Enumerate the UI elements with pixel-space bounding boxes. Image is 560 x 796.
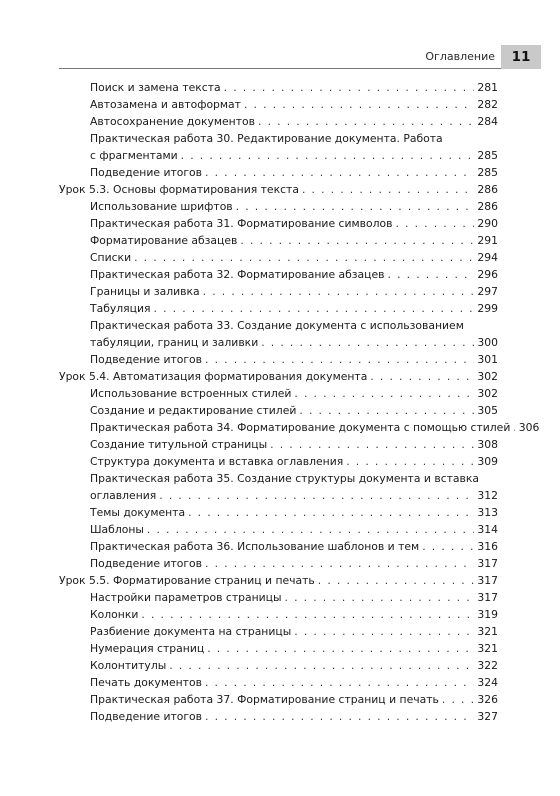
toc-entry-title: Практическая работа 31. Форматирование символов: [90, 217, 393, 230]
toc-entry-title: Подведение итогов: [90, 353, 203, 366]
toc-row: [90, 198, 498, 215]
toc-row: [90, 96, 498, 113]
toc-page-number: 285: [477, 149, 498, 162]
toc-page-number: 324: [477, 676, 498, 689]
toc-entry-title: Настройки параметров страницы: [90, 591, 282, 604]
toc-entry-title-line: Практическая работа 33. Создание документа с использованием: [90, 319, 464, 332]
dot-leader: [202, 674, 474, 691]
dot-leader: [202, 164, 474, 181]
toc-page-number: 321: [477, 642, 498, 655]
toc-row: [90, 283, 498, 300]
toc-entry-title: Автосохранение документов: [90, 115, 255, 128]
toc-entry-title: с фрагментами: [90, 149, 178, 162]
dot-leader: [202, 351, 474, 368]
toc-lesson-entry: [59, 368, 498, 385]
toc-page-number: 306: [518, 421, 540, 434]
toc-entry: [90, 555, 498, 572]
toc-row: [90, 300, 498, 317]
toc-row: [90, 215, 498, 232]
toc-page-number: 309: [477, 455, 498, 468]
toc-entry-title: Урок 5.5. Форматирование страниц и печать: [59, 574, 315, 587]
toc-page-number: 312: [477, 489, 498, 502]
dot-leader: [138, 606, 474, 623]
toc-entry: [90, 504, 498, 521]
toc-lesson-entry: [59, 572, 498, 589]
toc-page-number: 326: [477, 693, 498, 706]
dot-leader: [200, 283, 474, 300]
toc-row: [90, 674, 498, 691]
toc-entry: [90, 521, 498, 538]
toc-entry: [90, 691, 498, 708]
toc-entry: [90, 215, 498, 232]
toc-entry: [90, 402, 498, 419]
toc-row: [90, 589, 498, 606]
dot-leader: [367, 368, 474, 385]
toc-page-number: 316: [477, 540, 498, 553]
toc-row: [90, 266, 498, 283]
toc-page-number: 317: [477, 574, 498, 587]
toc-entry-title: Печать документов: [90, 676, 202, 689]
toc-entry-title: Использование шрифтов: [90, 200, 233, 213]
toc-entry-title: Поиск и замена текста: [90, 81, 221, 94]
toc-entry: [90, 351, 498, 368]
toc-page-number: 286: [477, 200, 498, 213]
toc-page-number: 296: [477, 268, 498, 281]
toc-entry-title: Форматирование абзацев: [90, 234, 238, 247]
toc-page-number: 286: [477, 183, 498, 196]
toc-entry: [90, 96, 498, 113]
toc-entry-title: Списки: [90, 251, 132, 264]
header-rule: [59, 68, 526, 69]
toc-entry-title: Практическая работа 36. Использование шаблонов и тем: [90, 540, 420, 553]
dot-leader: [291, 385, 474, 402]
dot-leader: [237, 232, 474, 249]
toc-entry-title: Подведение итогов: [90, 710, 203, 723]
toc-entry: [90, 317, 498, 351]
toc-entry-title: Создание титульной страницы: [90, 438, 268, 451]
dot-leader: [204, 640, 474, 657]
toc-entry-title: Подведение итогов: [90, 557, 203, 570]
toc-entry: [90, 589, 498, 606]
toc-entry: [90, 164, 498, 181]
dot-leader: [255, 113, 474, 130]
toc-entry-title: Шаблоны: [90, 523, 144, 536]
toc-row: [90, 623, 498, 640]
toc-entry: [90, 470, 498, 504]
toc-entry-title: Урок 5.3. Основы форматирования текста: [59, 183, 299, 196]
toc-row: [90, 691, 498, 708]
toc-row: [90, 164, 498, 181]
dot-leader: [241, 96, 474, 113]
dot-leader: [221, 79, 474, 96]
dot-leader: [343, 453, 474, 470]
dot-leader: [419, 538, 474, 555]
toc-entry-title: Разбиение документа на страницы: [90, 625, 292, 638]
dot-leader: [299, 181, 474, 198]
toc-entry: [90, 266, 498, 283]
toc-lesson-entry: [59, 181, 498, 198]
toc-page-number: 300: [477, 336, 498, 349]
toc-page-number: 313: [477, 506, 498, 519]
toc-page-number: 317: [477, 591, 498, 604]
toc-entry-title: Автозамена и автоформат: [90, 98, 241, 111]
toc-entry: [90, 300, 498, 317]
dot-leader: [296, 402, 474, 419]
page-number: 11: [501, 45, 541, 69]
toc-entry-title: Практическая работа 32. Форматирование абзацев: [90, 268, 385, 281]
toc-row: [90, 487, 498, 504]
toc-page-number: 317: [477, 557, 498, 570]
toc-entry-title: оглавления: [90, 489, 157, 502]
toc-row: [59, 572, 498, 589]
toc-entry: [90, 436, 498, 453]
dot-leader: [385, 266, 474, 283]
toc-page-number: 284: [477, 115, 498, 128]
toc-entry-title: Подведение итогов: [90, 166, 203, 179]
toc-page-number: 314: [477, 523, 498, 536]
toc-entry-title: Нумерация страниц: [90, 642, 205, 655]
toc-row: [90, 538, 498, 555]
toc-entry: [90, 674, 498, 691]
toc-row: [90, 334, 498, 351]
toc-entry-title: табуляции, границ и заливки: [90, 336, 259, 349]
toc-page-number: 301: [477, 353, 498, 366]
toc-entry-title: Практическая работа 37. Форматирование страниц и печать: [90, 693, 439, 706]
toc-page-number: 297: [477, 285, 498, 298]
toc-entry: [90, 623, 498, 640]
toc-entry-title: Структура документа и вставка оглавления: [90, 455, 344, 468]
toc-row: [90, 453, 498, 470]
toc-row: [90, 657, 498, 674]
toc-entry: [90, 657, 498, 674]
toc-page-number: 321: [477, 625, 498, 638]
toc-page-number: 302: [477, 370, 498, 383]
toc-entry-title: Границы и заливка: [90, 285, 200, 298]
toc-page-number: 290: [477, 217, 498, 230]
toc-row: [90, 708, 498, 725]
toc-page-number: 327: [477, 710, 498, 723]
toc-entry: [90, 538, 498, 555]
toc-row: [90, 147, 498, 164]
toc-row: [90, 640, 498, 657]
toc-page-number: 308: [477, 438, 498, 451]
toc-row: [90, 249, 498, 266]
toc-page-number: 322: [477, 659, 498, 672]
dot-leader: [185, 504, 474, 521]
dot-leader: [282, 589, 474, 606]
toc-page-number: 305: [477, 404, 498, 417]
toc-row: [59, 181, 498, 198]
toc-page-number: 291: [477, 234, 498, 247]
toc-entry-title: Табуляция: [90, 302, 151, 315]
toc-entry-title: Практическая работа 34. Форматирование документа с помощью стилей: [90, 421, 511, 434]
dot-leader: [267, 436, 474, 453]
dot-leader: [144, 521, 474, 538]
toc-entry: [90, 79, 498, 96]
dot-leader: [392, 215, 474, 232]
toc-entry: [90, 708, 498, 725]
toc-page-number: 285: [477, 166, 498, 179]
toc-row: [90, 232, 498, 249]
toc-row: [90, 555, 498, 572]
toc-page-number: 299: [477, 302, 498, 315]
toc-entry: [90, 232, 498, 249]
dot-leader: [439, 691, 474, 708]
toc-entry-title: Использование встроенных стилей: [90, 387, 292, 400]
dot-leader: [233, 198, 474, 215]
toc-row: [90, 521, 498, 538]
toc-row: [90, 504, 498, 521]
dot-leader: [202, 555, 474, 572]
toc-entry-title-line: Практическая работа 30. Редактирование документа. Работа: [90, 132, 443, 145]
toc-row: [90, 385, 498, 402]
toc-row: [90, 436, 498, 453]
toc-entry: [90, 113, 498, 130]
dot-leader: [315, 572, 474, 589]
toc-entry-title: Колонтитулы: [90, 659, 167, 672]
toc-row: [90, 113, 498, 130]
toc-page-number: 302: [477, 387, 498, 400]
header-title: Оглавление: [425, 50, 495, 63]
dot-leader: [291, 623, 474, 640]
dot-leader: [258, 334, 474, 351]
toc-entry: [90, 283, 498, 300]
dot-leader: [166, 657, 474, 674]
toc-page-number: 319: [477, 608, 498, 621]
toc-entry-title-line: Практическая работа 35. Создание структуры документа и вставка: [90, 472, 480, 485]
toc-entry: [90, 198, 498, 215]
toc-entry: [90, 249, 498, 266]
toc-entry-title: Темы документа: [90, 506, 186, 519]
toc-page-number: 282: [477, 98, 498, 111]
toc-entry: [90, 640, 498, 657]
toc-entry-title: Урок 5.4. Автоматизация форматирования документа: [59, 370, 368, 383]
toc-entry-title: Создание и редактирование стилей: [90, 404, 297, 417]
toc-entry: [90, 385, 498, 402]
dot-leader: [178, 147, 474, 164]
toc-entry: [90, 606, 498, 623]
toc-row: [90, 79, 498, 96]
toc-page-number: 294: [477, 251, 498, 264]
toc-entry: [90, 130, 498, 164]
toc-row: [59, 368, 498, 385]
toc-row: [90, 402, 498, 419]
toc-row: [90, 606, 498, 623]
toc-entry: [90, 419, 540, 436]
toc-entry-title: Колонки: [90, 608, 139, 621]
dot-leader: [131, 249, 474, 266]
toc-entry: [90, 453, 498, 470]
toc-page-number: 281: [477, 81, 498, 94]
dot-leader: [151, 300, 474, 317]
toc-row: [90, 419, 540, 436]
dot-leader: [202, 708, 474, 725]
toc-row: [90, 351, 498, 368]
dot-leader: [156, 487, 474, 504]
running-header: [0, 45, 560, 69]
